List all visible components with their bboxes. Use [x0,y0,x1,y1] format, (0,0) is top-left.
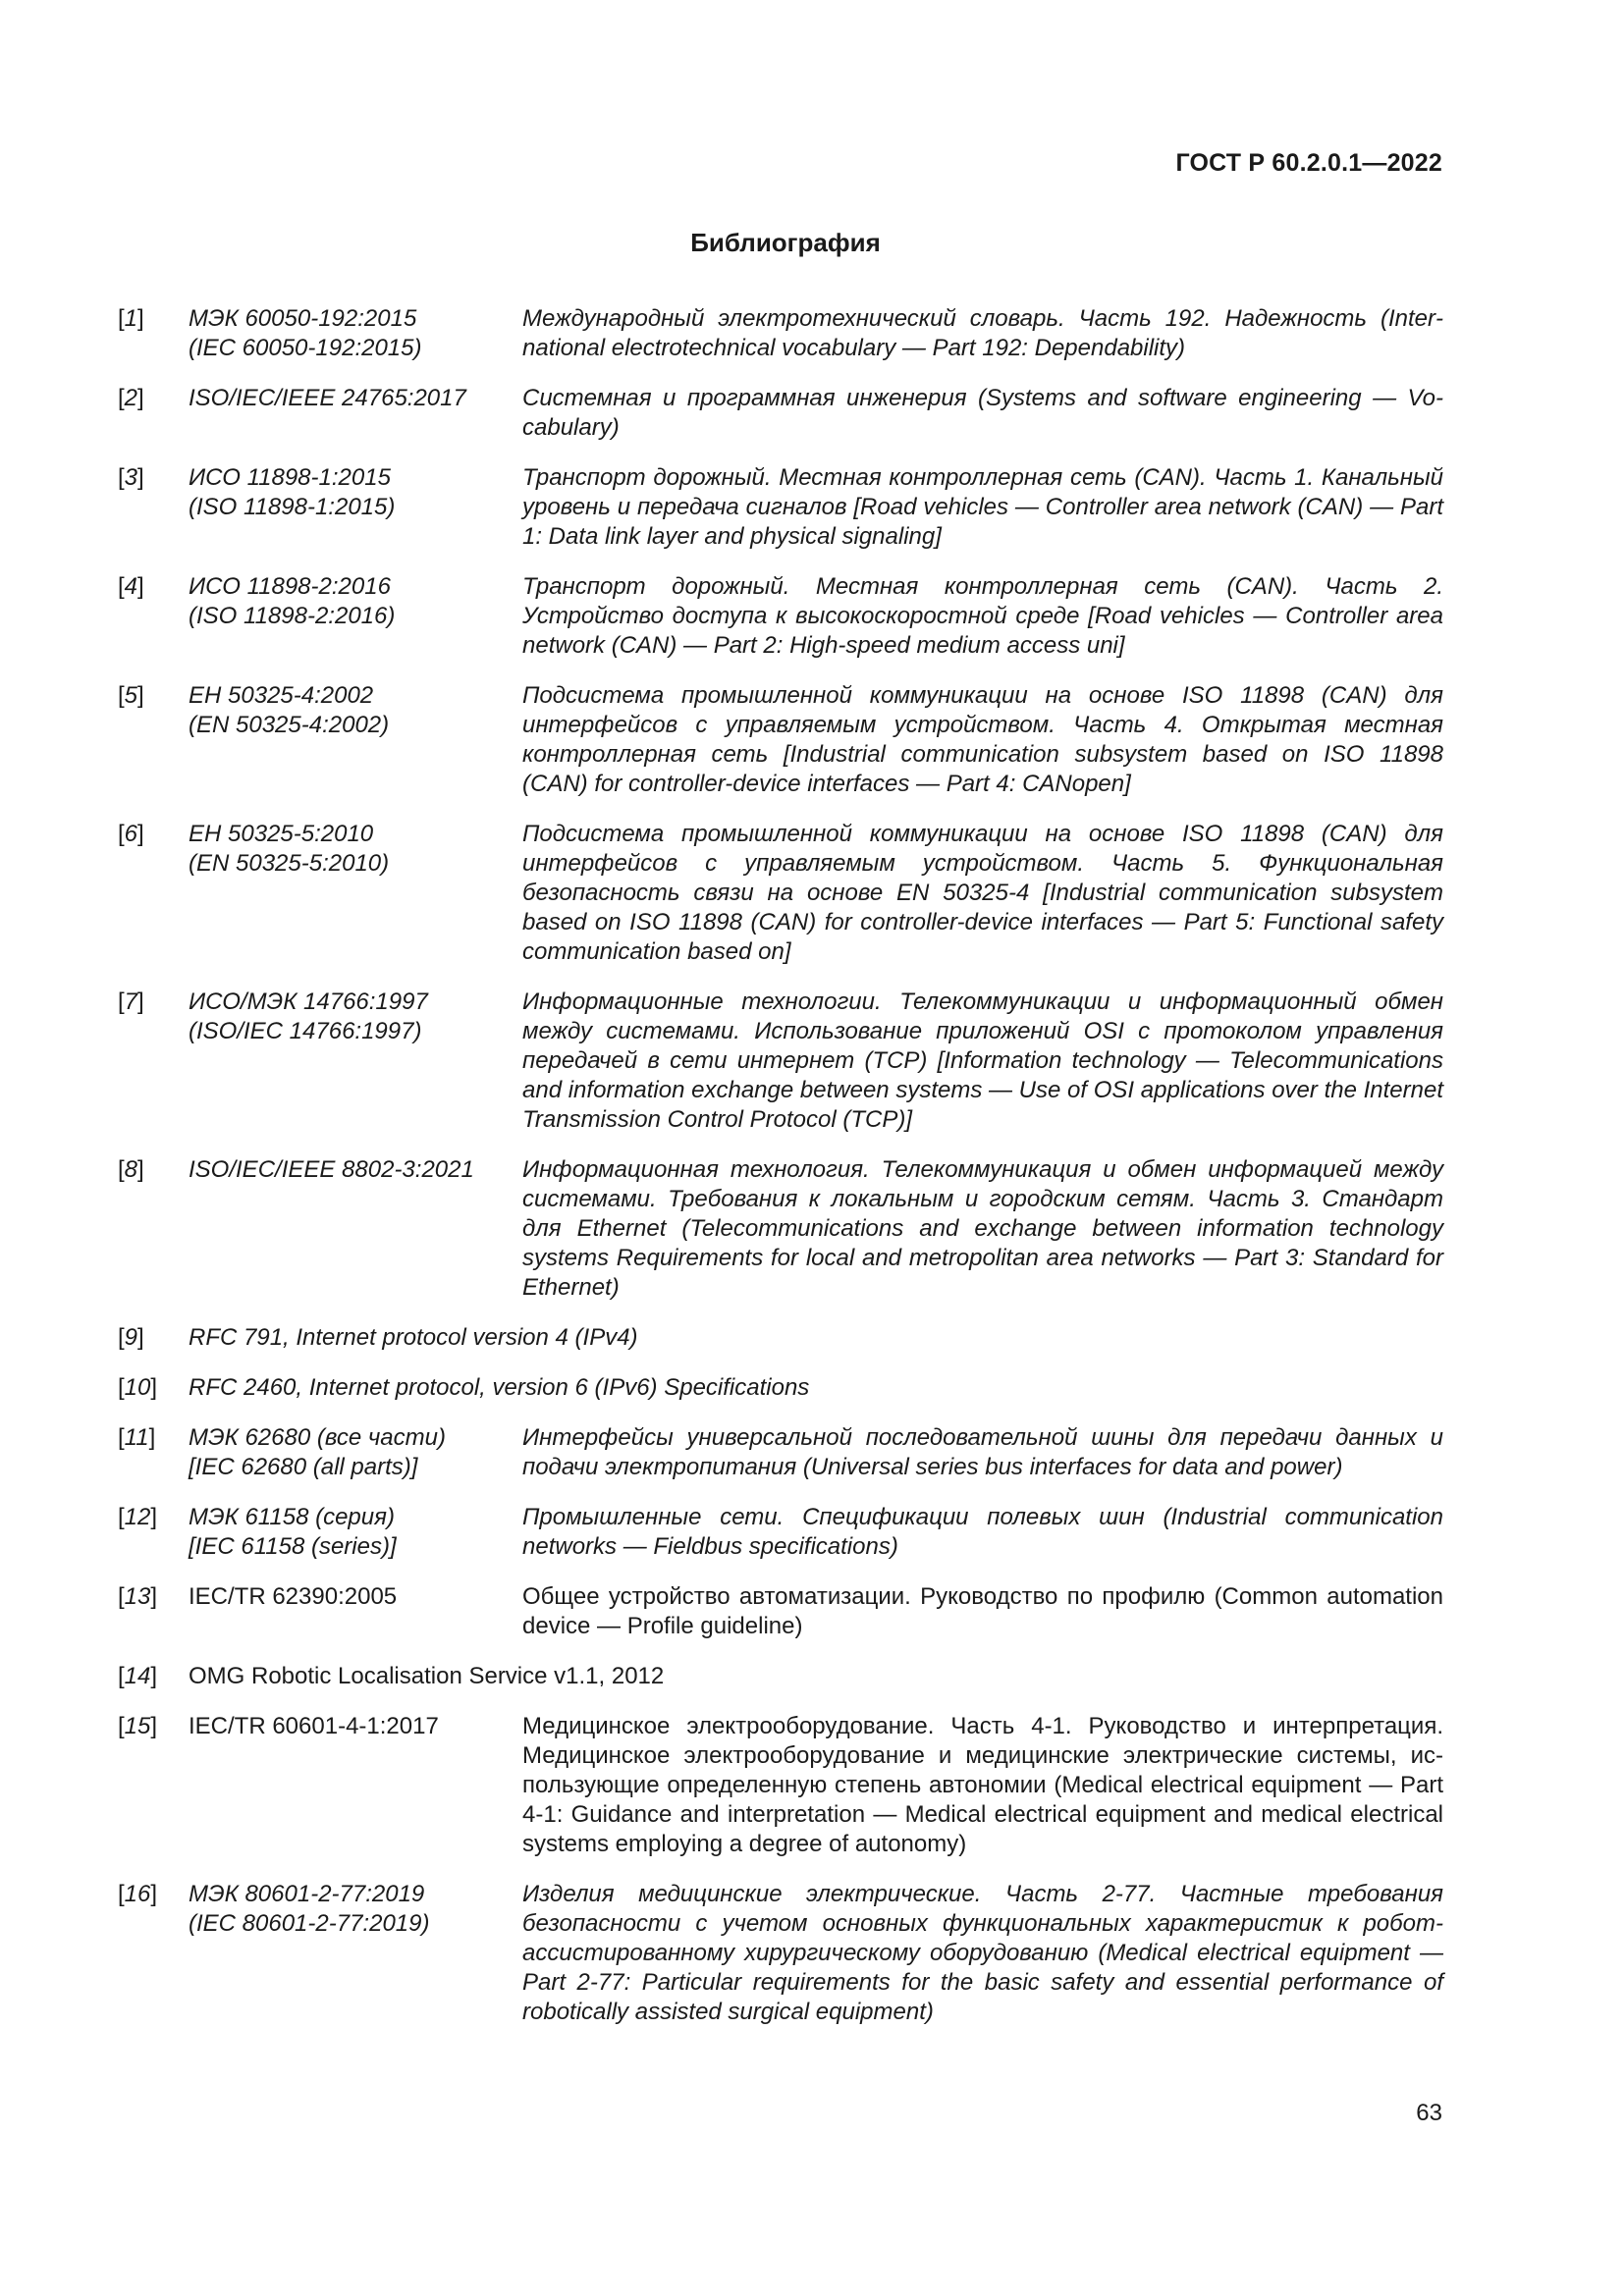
entry-description: Общее устройство автоматизации. Руководство по профилю (Common automation device — Profile guideline) [522,1583,1443,1639]
entry-number-value: 11 [124,1424,149,1451]
bibliography-entry [118,1662,1443,1691]
entry-number-value: 5 [124,682,138,709]
entry-number: [8] [118,1156,144,1183]
bibliography-entry [118,820,1443,967]
entry-description: Транспорт дорожный. Местная контроллерная сеть (CAN). Часть 2. Устройство доступа к высокоскоростной среде [Road vehicles — Controller area network (CAN) — Part 2: High-speed medium access uni] [522,573,1443,659]
entry-number-value: 6 [124,821,138,847]
entry-description: Транспорт дорожный. Местная контроллерная сеть (CAN). Часть 1. Канальный уровень и передача сигналов [Road vehicles — Controller area network (CAN) — Part 1: Data link layer and physical signaling] [522,464,1443,550]
entry-number: [11] [118,1424,156,1451]
entry-number: [5] [118,682,144,709]
entry-number-value: 12 [124,1504,151,1530]
bibliography-entry [118,384,1443,443]
entry-number-value: 8 [124,1156,138,1183]
entry-description: Интерфейсы универсальной последовательной шины для передачи данных и подачи электропитания (Universal series bus interfaces for data and power) [522,1424,1443,1480]
entry-number: [10] [118,1374,158,1401]
entry-description: Подсистема промышленной коммуникации на основе ISO 11898 (CAN) для интерфейсов с управляемым устройством. Часть 5. Функциональная безопасность связи на основе EN 50325-4 [Industrial communication subsystem based on ISO 11898 (CAN) for controller-device interfaces — Part 5: Functional safety communication based on] [522,821,1443,965]
entry-number: [16] [118,1881,158,1907]
entry-number: [9] [118,1324,144,1351]
entry-description: Подсистема промышленной коммуникации на основе ISO 11898 (CAN) для интерфейсов с управляемым устройством. Часть 4. Открытая местная контроллерная сеть [Industrial communication subsystem based on ISO 11898 (CAN) for controller-device interfaces — Part 4: CANopen] [522,682,1443,797]
entry-number: [3] [118,464,144,491]
entry-reference: RFC 791, Internet protocol version 4 (IPv4) [189,1324,638,1351]
entry-reference: OMG Robotic Localisation Service v1.1, 2012 [189,1663,665,1689]
entry-reference: RFC 2460, Internet protocol, version 6 (IPv6) Specifications [189,1374,810,1401]
entry-number-value: 7 [124,988,138,1015]
entry-number: [4] [118,573,144,600]
bibliography-entry [118,988,1443,1135]
standard-designation: ГОСТ Р 60.2.0.1—2022 [1175,149,1442,177]
entry-number: [2] [118,385,144,411]
bibliography-entry [118,1155,1443,1303]
bibliography-entry [118,463,1443,552]
entry-number-value: 13 [124,1583,151,1610]
bibliography-entry [118,1880,1443,2027]
entry-reference: ISO/IEC/IEEE 8802-3:2021 [189,1156,474,1183]
entry-description: Системная и программная инженерия (Systems and software engineering — Vocabulary) [522,385,1443,441]
entry-number-value: 9 [124,1324,138,1351]
entry-reference: МЭК 61158 (серия) [IEC 61158 (series)] [189,1504,397,1560]
page-number: 63 [1416,2100,1442,2126]
entry-number: [12] [118,1504,158,1530]
bibliography-entry [118,1423,1443,1482]
entry-number: [15] [118,1713,158,1739]
section-title: Библиография [690,228,881,257]
bibliography-entry [118,1373,1443,1403]
bibliography-entry [118,1582,1443,1641]
entry-reference: МЭК 60050-192:2015 (IEC 60050-192:2015) [189,305,422,361]
entry-number: [14] [118,1663,158,1689]
entry-number-value: 3 [124,464,138,491]
entry-number-value: 15 [124,1713,151,1739]
entry-reference: ИСО 11898-1:2015 (ISO 11898-1:2015) [189,464,396,520]
entry-description: Медицинское электрооборудование. Часть 4-1. Руководство и интерпретация. Медицинское электрооборудование и медицинские электрические системы, использующие определенную степень автономии (Medical electrical equipment — Part 4-1: Guidance and interpretation — Medical electrical equipment and medical electrical systems employing a degree of autonomy) [522,1713,1443,1857]
entry-number-value: 4 [124,573,138,600]
entry-number: [13] [118,1583,158,1610]
entry-number: [1] [118,305,144,332]
entry-reference: ИСО/МЭК 14766:1997 (ISO/IEC 14766:1997) [189,988,428,1044]
bibliography-entry [118,1712,1443,1859]
entry-number-value: 1 [124,305,138,332]
bibliography-entry [118,1503,1443,1562]
entry-reference: ISO/IEC/IEEE 24765:2017 [189,385,466,411]
entry-reference: IEC/TR 62390:2005 [189,1583,398,1610]
entry-description: Международный электротехнический словарь. Часть 192. Надежность (International electrotechnical vocabulary — Part 192: Dependability) [522,305,1443,361]
entry-description: Промышленные сети. Спецификации полевых шин (Industrial communication networks — Fieldbus specifications) [522,1504,1443,1560]
entry-description: Информационная технология. Телекоммуникация и обмен информацией между системами. Требования к локальным и городским сетям. Часть 3. Стандарт для Ethernet (Telecommunications and exchange between information technology systems Requirements for local and metropolitan area networks — Part 3: Standard for Ethernet) [522,1156,1443,1301]
bibliography-entry [118,1323,1443,1353]
bibliography-entry [118,681,1443,799]
bibliography-list [118,304,1443,2048]
entry-reference: МЭК 62680 (все части) [IEC 62680 (all parts)] [189,1424,446,1480]
entry-number-value: 16 [124,1881,151,1907]
entry-reference: ЕН 50325-5:2010 (EN 50325-5:2010) [189,821,390,877]
entry-number-value: 14 [124,1663,151,1689]
entry-number: [7] [118,988,144,1015]
entry-description: Информационные технологии. Телекоммуникации и информационный обмен между системами. Использование приложений OSI с протоколом управления передачей в сети интернет (TCP) [Information technology — Telecommunications and information exchange between systems — Use of OSI applications over the Internet Transmission Control Protocol (TCP)] [522,988,1443,1133]
bibliography-entry [118,572,1443,661]
entry-number: [6] [118,821,144,847]
entry-description: Изделия медицинские электрические. Часть 2-77. Частные требования безопасности с учетом основных функциональных характеристик к робот-ассистированному хирургическому оборудованию (Medical electrical equipment — Part 2-77: Particular requirements for the basic safety and essential performance of robotically assisted surgical equipment) [522,1881,1443,2025]
entry-reference: ИСО 11898-2:2016 (ISO 11898-2:2016) [189,573,396,629]
entry-number-value: 10 [124,1374,151,1401]
entry-number-value: 2 [124,385,138,411]
bibliography-entry [118,304,1443,363]
entry-reference: ЕН 50325-4:2002 (EN 50325-4:2002) [189,682,390,738]
entry-reference: МЭК 80601-2-77:2019 (IEC 80601-2-77:2019) [189,1881,430,1937]
entry-reference: IEC/TR 60601-4-1:2017 [189,1713,439,1739]
